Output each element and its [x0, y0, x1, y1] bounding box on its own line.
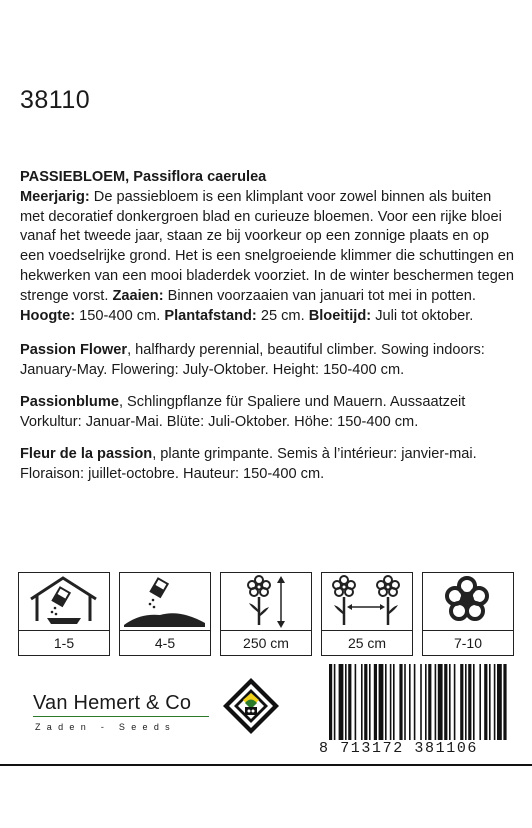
brand-divider [33, 716, 209, 717]
barcode-bar [409, 664, 411, 742]
barcode-bar [369, 664, 371, 742]
outdoor-sowing-box [119, 572, 211, 656]
barcode-bar [449, 664, 451, 742]
german-description [20, 393, 516, 433]
barcode-bar [374, 664, 377, 742]
van-hemert-logo-icon [221, 676, 281, 736]
plant-distance-label: 25 cm [322, 630, 412, 656]
barcode-bar [345, 664, 347, 742]
english-name: Passion Flower [20, 342, 128, 358]
barcode-bar [428, 664, 431, 742]
indoor-sowing-icon [19, 573, 108, 630]
barcode [319, 664, 517, 759]
plantafstand-text: 25 cm. [256, 307, 309, 324]
barcode-bar [435, 664, 437, 742]
english-text: , halfhardy perennial, beautiful climber. Sowing indoors: January-May. Flowering: July-Oktober. Height: 150-400 cm. [20, 342, 485, 378]
cultivation-icons [18, 572, 514, 658]
height-label: 250 cm [221, 630, 311, 656]
brand-name: Van Hemert & Co [33, 692, 192, 714]
dutch-description [20, 168, 516, 326]
barcode-bar [484, 664, 487, 742]
zaaien-text: Binnen voorzaaien van januari tot mei in potten. [163, 287, 476, 304]
bloeitijd-text: Juli tot oktober. [371, 307, 474, 324]
bloeitijd-label: Bloeitijd: [308, 307, 372, 324]
barcode-bar [393, 664, 395, 742]
brand-tagline: Zaden - Seeds [35, 722, 176, 732]
plant-distance-icon [322, 573, 411, 630]
barcode-bar [454, 664, 456, 742]
plant-distance-box [321, 572, 413, 656]
barcode-bar [479, 664, 481, 742]
indoor-sowing-box [18, 572, 110, 656]
barcode-bar [465, 664, 467, 742]
flowering-box [422, 572, 514, 656]
barcode-bar [404, 664, 406, 742]
barcode-bar [348, 664, 351, 742]
barcode-bar [438, 664, 443, 742]
height-icon [221, 573, 310, 630]
barcode-bar [390, 664, 392, 742]
hoogte-label: Hoogte: [20, 307, 76, 324]
french-name: Fleur de la passion [20, 446, 153, 462]
barcode-bar [425, 664, 427, 742]
barcode-bar [420, 664, 422, 742]
barcode-bar [399, 664, 402, 742]
outdoor-sowing-label: 4-5 [120, 630, 210, 656]
barcode-bar [489, 664, 491, 742]
barcode-bar [361, 664, 363, 742]
barcode-bar [473, 664, 475, 742]
french-description [20, 445, 516, 485]
flowering-icon [423, 573, 512, 630]
dutch-title: PASSIEBLOEM, Passiflora caerulea [20, 169, 267, 185]
barcode-bar [364, 664, 367, 742]
barcode-digits: 8 713172 381106 [319, 740, 517, 757]
article-number: 38110 [20, 86, 91, 114]
hoogte-text: 150-400 cm. [75, 307, 165, 324]
barcode-bar [355, 664, 357, 742]
bottom-rule [0, 764, 532, 766]
german-text: , Schlingpflanze für Spaliere und Mauern. Aussaatzeit Vorkultur: Januar-Mai. Blüte: Juli-Oktober. Höhe: 150-400 cm. [20, 394, 466, 430]
plantafstand-label: Plantafstand: [164, 307, 257, 324]
barcode-bar [339, 664, 344, 742]
barcode-bar [379, 664, 384, 742]
indoor-sowing-label: 1-5 [19, 630, 109, 656]
flowering-label: 7-10 [423, 630, 513, 656]
barcode-bar [414, 664, 416, 742]
barcode-bars [319, 664, 517, 742]
dutch-body: De passiebloem is een klimplant voor zowel binnen als buiten met decoratief donkergroen blad en curieuze bloemen. Voor een rijke bloei vanaf het tweede jaar, staan ze bij voorkeur op een zonnige plaats en op een voedselrijke grond. Het is een snelgroeiende klimmer die schuttingen en hekwerken van een mooi bladerdek voorziet. In de winter beschermen tegen strenge vorst. [20, 188, 515, 304]
meerjarig-label: Meerjarig: [20, 188, 90, 205]
brand [33, 692, 192, 732]
barcode-bar [334, 664, 336, 742]
outdoor-sowing-icon [120, 573, 209, 630]
barcode-bar [385, 664, 387, 742]
french-text: , plante grimpante. Semis à l’intérieur: janvier-mai. Floraison: juillet-octobre. Hauteur: 150-400 cm. [20, 446, 477, 482]
barcode-bar [497, 664, 502, 742]
barcode-bar [494, 664, 496, 742]
barcode-bar [503, 664, 506, 742]
german-name: Passionblume [20, 394, 119, 410]
zaaien-label: Zaaien: [112, 287, 164, 304]
barcode-bar [329, 664, 332, 742]
english-description [20, 341, 516, 381]
barcode-bar [444, 664, 447, 742]
barcode-bar [460, 664, 463, 742]
barcode-bar [468, 664, 471, 742]
height-box [220, 572, 312, 656]
